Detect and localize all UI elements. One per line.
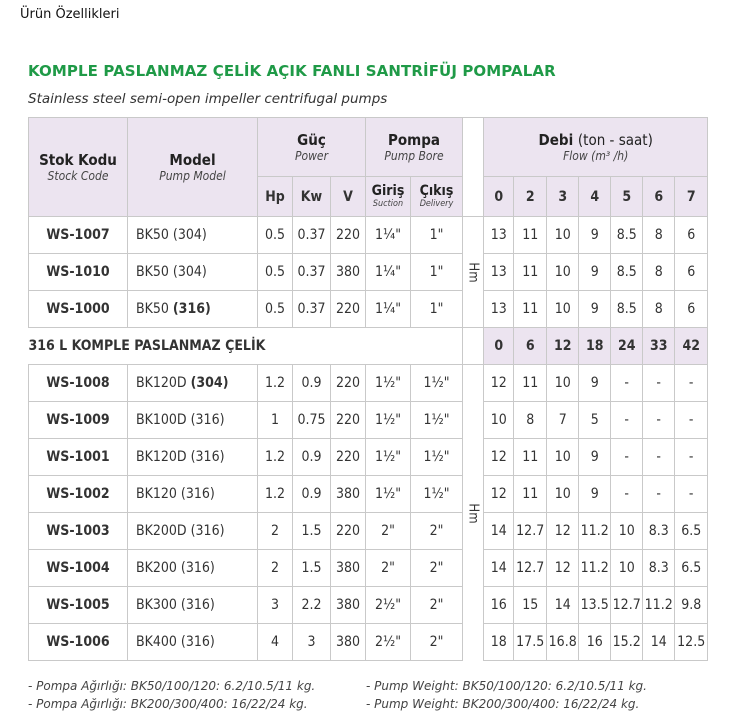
stock-code-cell: WS-1008 [29,365,128,402]
voltage-cell: 220 [331,217,366,254]
flow-column-header: 0 [484,177,514,217]
table-row [29,550,708,587]
flow-value-cell: 11 [514,439,547,476]
flow-value-cell: - [675,402,708,439]
model-cell [128,550,258,587]
model-name: BK200 (316) [136,560,215,576]
flow-value-cell: 17.5 [514,624,547,661]
unit-gap-header [463,118,484,217]
flow-value-cell: 6.5 [675,513,708,550]
hp-cell: 3 [258,587,293,624]
model-cell [128,476,258,513]
flow-value-cell: - [611,402,643,439]
table-row [29,439,708,476]
hp-cell: 2 [258,550,293,587]
delivery-cell: 1½" [411,365,463,402]
model-name: BK120 (316) [136,486,215,502]
voltage-cell: 220 [331,291,366,328]
section-header-row [29,328,708,365]
table-row [29,291,708,328]
model-cell [128,291,258,328]
flow-value-cell: 10 [484,402,514,439]
flow-column-header: 6 [643,177,675,217]
model-cell [128,624,258,661]
model-cell [128,217,258,254]
weight-notes-turkish [28,677,315,713]
hp-cell: 1 [258,402,293,439]
flow-value-cell: 9 [579,365,611,402]
table-row [29,476,708,513]
table-row [29,624,708,661]
delivery-cell: 1½" [411,439,463,476]
flow-value-cell: 12 [484,365,514,402]
hp-cell: 0.5 [258,291,293,328]
suction-cell: 1¼" [366,217,411,254]
kw-cell: 0.75 [293,402,331,439]
flow-value-cell: 7 [547,402,579,439]
suction-cell: 1¼" [366,291,411,328]
flow-value-cell: 12.7 [514,550,547,587]
model-cell [128,439,258,476]
table-row [29,365,708,402]
kw-cell: 0.37 [293,217,331,254]
kw-cell: 3 [293,624,331,661]
suction-cell: 1¼" [366,254,411,291]
flow-value-cell: 8 [514,402,547,439]
note-line: - Pump Weight: BK200/300/400: 16/22/24 kg. [366,697,640,711]
suction-header: Giriş Suction [366,177,411,217]
flow-value-cell: 11 [514,217,547,254]
kw-cell: 0.37 [293,254,331,291]
hp-cell: 2 [258,513,293,550]
suction-cell: 2½" [366,587,411,624]
flow-value-cell: 9.8 [675,587,708,624]
flow-value-cell: 18 [484,624,514,661]
stock-code-cell: WS-1002 [29,476,128,513]
flow-column-header: 5 [611,177,643,217]
suction-cell: 1½" [366,402,411,439]
hp-cell: 1.2 [258,439,293,476]
model-name: BK400 (316) [136,634,215,650]
flow-value-cell: 11 [514,291,547,328]
section-title: 316 L KOMPLE PASLANMAZ ÇELİK [29,328,463,365]
table-row [29,254,708,291]
flow-value-cell: 16.8 [547,624,579,661]
model-name: BK120D [136,375,191,391]
stock-code-cell: WS-1001 [29,439,128,476]
flow-value-cell: 11 [514,476,547,513]
note-line: - Pompa Ağırlığı: BK50/100/120: 6.2/10.5/11 kg. [28,679,316,693]
model-cell [128,587,258,624]
flow-column-header: 3 [547,177,579,217]
flow-value-cell: 12.5 [675,624,708,661]
flow-value-cell: - [643,365,675,402]
flow-value-cell: 16 [484,587,514,624]
head-unit-cell [463,365,484,661]
flow-value-cell: 15 [514,587,547,624]
flow-value-cell: - [643,476,675,513]
flow-column-header: 7 [675,177,708,217]
table-row [29,587,708,624]
head-unit-cell [463,217,484,328]
flow-value-cell: 8.3 [643,513,675,550]
flow-value-cell: 6.5 [675,550,708,587]
suction-cell: 2½" [366,624,411,661]
flow-column-header: 42 [675,328,708,365]
suction-cell: 1½" [366,365,411,402]
flow-value-cell: 5 [579,402,611,439]
flow-column-header: 4 [579,177,611,217]
flow-value-cell: 12.7 [514,513,547,550]
delivery-cell: 1½" [411,476,463,513]
flow-header: Debi (ton - saat) Flow (m³ /h) [484,118,708,177]
table-row [29,513,708,550]
flow-value-cell: 10 [547,476,579,513]
suction-cell: 1½" [366,476,411,513]
flow-value-cell: 10 [611,550,643,587]
hp-cell: 0.5 [258,254,293,291]
flow-value-cell: 9 [579,217,611,254]
flow-column-header: 18 [579,328,611,365]
delivery-header: Çıkış Delivery [411,177,463,217]
stock-code-cell: WS-1003 [29,513,128,550]
flow-value-cell: 8.5 [611,217,643,254]
model-cell [128,365,258,402]
kw-cell: 0.9 [293,476,331,513]
stock-code-cell: WS-1007 [29,217,128,254]
model-name: BK300 (316) [136,597,215,613]
kw-header: Kw [293,177,331,217]
suction-cell: 2" [366,513,411,550]
flow-value-cell: - [675,439,708,476]
delivery-cell: 1" [411,254,463,291]
stock-code-cell: WS-1010 [29,254,128,291]
voltage-cell: 380 [331,624,366,661]
flow-value-cell: 10 [547,291,579,328]
model-name: BK100D (316) [136,412,225,428]
table-row [29,217,708,254]
delivery-cell: 2" [411,513,463,550]
voltage-cell: 220 [331,439,366,476]
flow-column-header: 2 [514,177,547,217]
model-name: BK50 [136,301,173,317]
kw-cell: 2.2 [293,587,331,624]
kw-cell: 1.5 [293,513,331,550]
hp-cell: 1.2 [258,365,293,402]
flow-value-cell: 14 [484,513,514,550]
flow-value-cell: 14 [484,550,514,587]
suction-cell: 2" [366,550,411,587]
heading-turkish: KOMPLE PASLANMAZ ÇELİK AÇIK FANLI SANTRİFÜJ POMPALAR [28,62,556,80]
flow-value-cell: - [675,365,708,402]
flow-value-cell: 13 [484,217,514,254]
power-header: Güç Power [258,118,366,177]
delivery-cell: 1" [411,291,463,328]
flow-value-cell: - [643,402,675,439]
flow-value-cell: 10 [547,217,579,254]
note-line: - Pompa Ağırlığı: BK200/300/400: 16/22/24 kg. [28,697,308,711]
flow-value-cell: 9 [579,291,611,328]
note-line: - Pump Weight: BK50/100/120: 6.2/10.5/11 kg. [366,679,647,693]
stock-code-cell: WS-1005 [29,587,128,624]
voltage-cell: 220 [331,513,366,550]
flow-value-cell: 14 [547,587,579,624]
hp-cell: 4 [258,624,293,661]
delivery-cell: 2" [411,550,463,587]
flow-value-cell: 10 [611,513,643,550]
kw-cell: 0.9 [293,365,331,402]
flow-value-cell: 8.5 [611,291,643,328]
flow-value-cell: 13 [484,291,514,328]
flow-value-cell: 8 [643,291,675,328]
flow-value-cell: - [675,476,708,513]
flow-value-cell: - [611,365,643,402]
delivery-cell: 2" [411,624,463,661]
kw-cell: 0.9 [293,439,331,476]
model-material: (316) [172,301,211,317]
model-name: BK120D (316) [136,449,225,465]
flow-column-header: 6 [514,328,547,365]
table-row [29,402,708,439]
flow-value-cell: 12 [547,513,579,550]
voltage-cell: 220 [331,402,366,439]
model-cell [128,513,258,550]
flow-value-cell: 10 [547,439,579,476]
voltage-cell: 380 [331,587,366,624]
flow-value-cell: 11 [514,254,547,291]
flow-value-cell: 8.3 [643,550,675,587]
suction-cell: 1½" [366,439,411,476]
flow-value-cell: - [611,476,643,513]
flow-value-cell: 12 [547,550,579,587]
kw-cell: 1.5 [293,550,331,587]
pump-spec-table [28,117,708,661]
flow-value-cell: 8 [643,254,675,291]
voltage-cell: 380 [331,476,366,513]
flow-column-header: 12 [547,328,579,365]
flow-value-cell: 6 [675,254,708,291]
stock-code-cell: WS-1009 [29,402,128,439]
flow-value-cell: 6 [675,291,708,328]
flow-value-cell: - [643,439,675,476]
flow-value-cell: - [611,439,643,476]
flow-value-cell: 14 [643,624,675,661]
model-cell [128,254,258,291]
page-title: Ürün Özellikleri [20,7,120,22]
flow-value-cell: 12 [484,439,514,476]
flow-column-header: 33 [643,328,675,365]
model-material: (304) [190,375,229,391]
flow-value-cell: 9 [579,254,611,291]
flow-value-cell: 12 [484,476,514,513]
model-cell [128,402,258,439]
flow-value-cell: 8 [643,217,675,254]
flow-value-cell: 10 [547,365,579,402]
flow-value-cell: 16 [579,624,611,661]
model-name: BK50 (304) [136,227,207,243]
flow-value-cell: 11.2 [579,550,611,587]
flow-value-cell: 11.2 [579,513,611,550]
flow-value-cell: 9 [579,439,611,476]
heading-english: Stainless steel semi-open impeller centrifugal pumps [28,91,388,107]
flow-value-cell: 11.2 [643,587,675,624]
hp-cell: 0.5 [258,217,293,254]
voltage-header: V [331,177,366,217]
flow-value-cell: 10 [547,254,579,291]
delivery-cell: 1½" [411,402,463,439]
delivery-cell: 1" [411,217,463,254]
voltage-cell: 380 [331,254,366,291]
hp-cell: 1.2 [258,476,293,513]
head-unit-label: Hm [465,503,481,524]
voltage-cell: 220 [331,365,366,402]
flow-column-header: 0 [484,328,514,365]
head-unit-label: Hm [465,262,481,283]
flow-value-cell: 9 [579,476,611,513]
flow-value-cell: 13 [484,254,514,291]
pump-bore-header: Pompa Pump Bore [366,118,463,177]
model-name: BK50 (304) [136,264,207,280]
stock-code-cell: WS-1006 [29,624,128,661]
flow-value-cell: 6 [675,217,708,254]
flow-value-cell: 12.7 [611,587,643,624]
stock-code-cell: WS-1000 [29,291,128,328]
unit-gap-cell [463,328,484,365]
hp-header: Hp [258,177,293,217]
flow-value-cell: 11 [514,365,547,402]
flow-value-cell: 15.2 [611,624,643,661]
weight-notes-english [366,677,647,713]
model-name: BK200D (316) [136,523,225,539]
model-header: Model Pump Model [128,118,258,217]
flow-value-cell: 8.5 [611,254,643,291]
flow-value-cell: 13.5 [579,587,611,624]
delivery-cell: 2" [411,587,463,624]
flow-column-header: 24 [611,328,643,365]
kw-cell: 0.37 [293,291,331,328]
stock-code-cell: WS-1004 [29,550,128,587]
voltage-cell: 380 [331,550,366,587]
stock-code-header: Stok Kodu Stock Code [29,118,128,217]
